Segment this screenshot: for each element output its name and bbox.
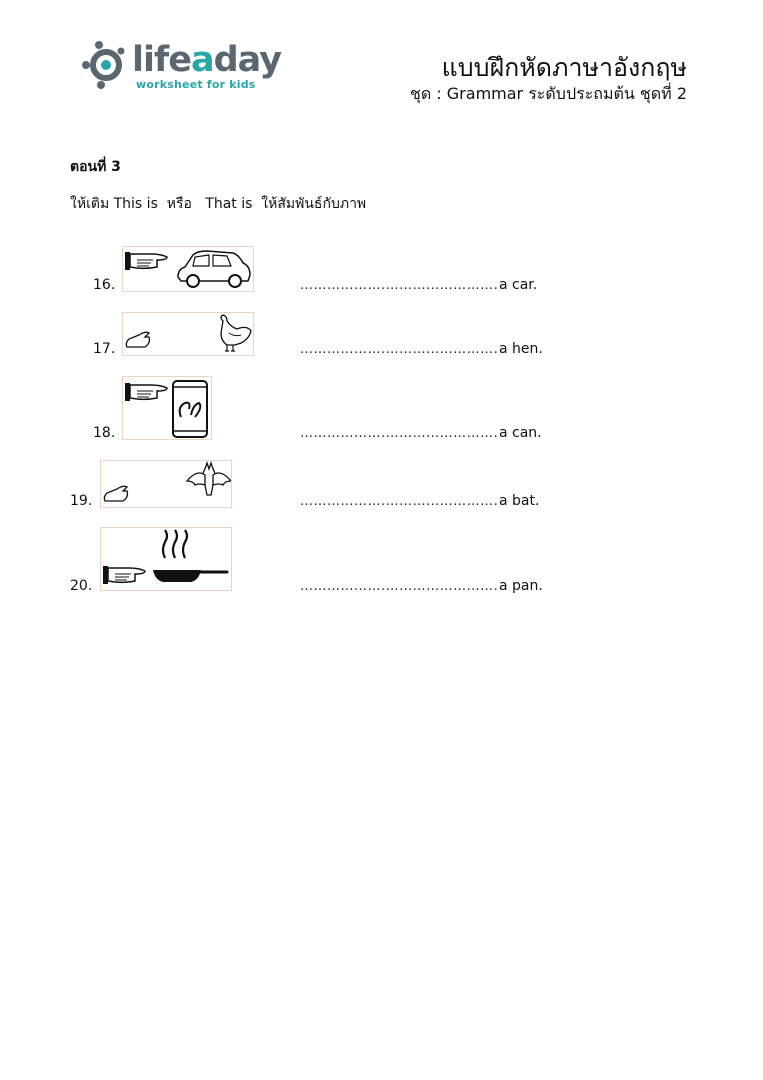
lifeaday-logo <box>80 38 280 96</box>
sentence-ending: a pan. <box>499 578 543 594</box>
question-number: 17. <box>93 341 116 357</box>
section-heading: ตอนที่ 3 <box>70 159 121 175</box>
sentence-ending: a can. <box>499 425 542 441</box>
pointing-hand-near-can-icon <box>122 376 212 440</box>
pointing-hand-far-hen-icon <box>122 312 254 356</box>
logo-mark-icon <box>80 38 132 90</box>
answer-blank[interactable]: ……………….……………………. <box>300 579 499 594</box>
answer-blank[interactable]: ……………….……………………. <box>300 494 499 509</box>
question-number: 18. <box>93 425 116 441</box>
sentence-ending: a hen. <box>499 341 543 357</box>
worksheet-title: แบบฝึกหัดภาษาอังกฤษ <box>441 53 687 82</box>
pointing-hand-near-pan-icon <box>100 527 232 591</box>
section-instruction: ให้เติม This is หรือ That is ให้สัมพันธ์กับภาพ <box>70 196 367 212</box>
worksheet-subtitle: ชุด : Grammar ระดับประถมต้น ชุดที่ 2 <box>409 84 687 103</box>
logo-tagline: worksheet for kids <box>136 78 256 91</box>
pointing-hand-far-bat-icon <box>100 460 232 508</box>
sentence-ending: a car. <box>499 277 538 293</box>
question-number: 20. <box>70 578 93 594</box>
sentence-ending: a bat. <box>499 493 540 509</box>
answer-blank[interactable]: ……………….……………………. <box>300 278 499 293</box>
pointing-hand-near-car-icon <box>122 246 254 292</box>
question-number: 16. <box>93 277 116 293</box>
answer-blank[interactable]: ……………….……………………. <box>300 342 499 357</box>
question-number: 19. <box>70 493 93 509</box>
answer-blank[interactable]: ……………….……………………. <box>300 426 499 441</box>
logo-wordmark: lifeaday <box>132 40 282 80</box>
